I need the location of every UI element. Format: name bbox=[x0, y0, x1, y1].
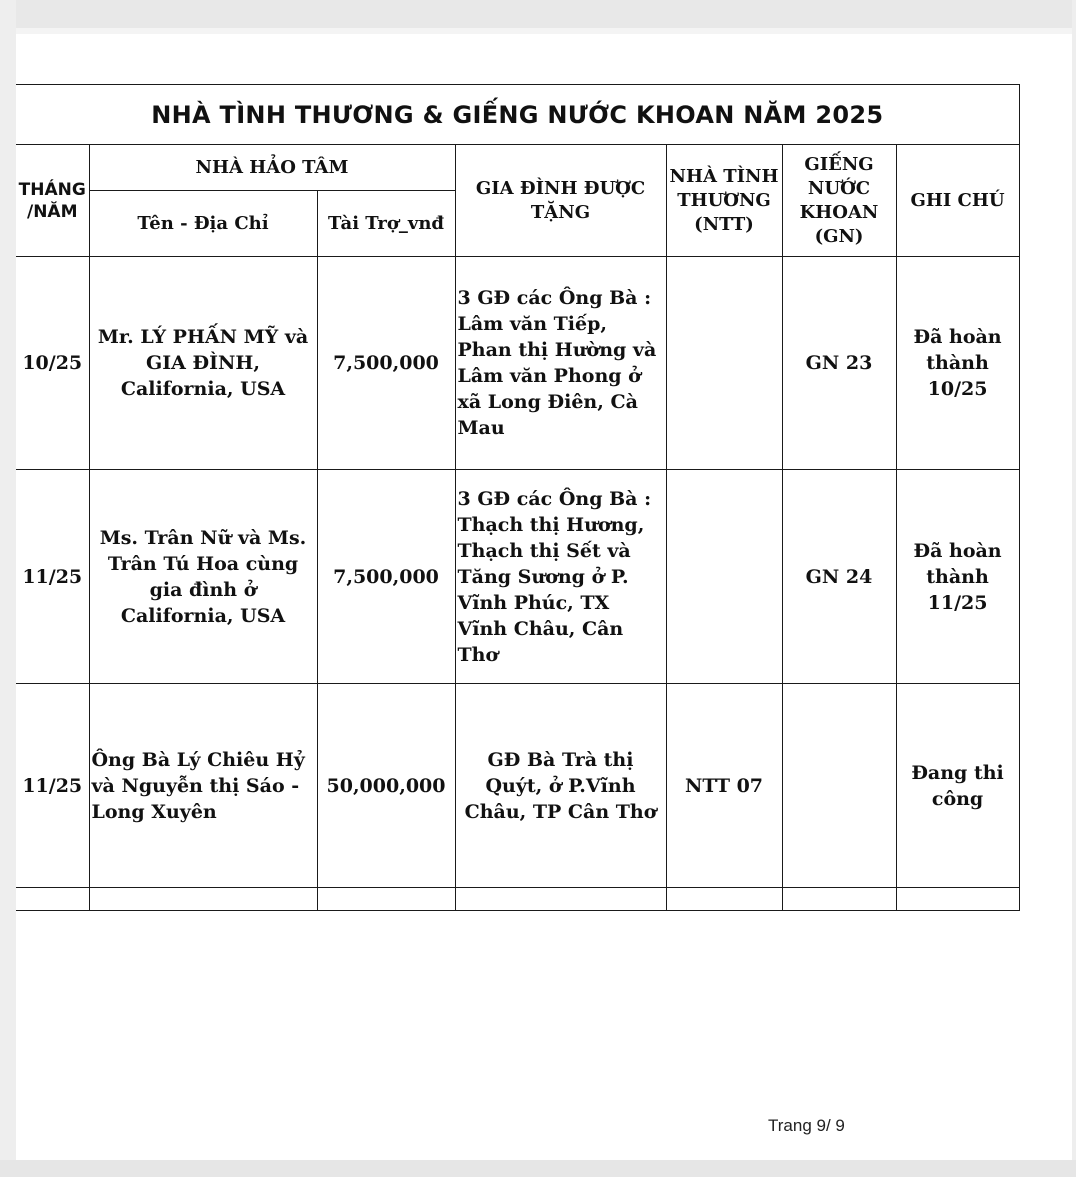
empty-cell bbox=[455, 888, 666, 911]
row-amount: 7,500,000 bbox=[317, 470, 455, 684]
empty-cell bbox=[666, 888, 782, 911]
row-note: Đã hoàn thành 11/25 bbox=[896, 470, 1019, 684]
row-well: GN 23 bbox=[782, 257, 896, 470]
header-notes: GHI CHÚ bbox=[896, 145, 1019, 257]
row-well bbox=[782, 684, 896, 888]
header-sponsorship: Tài Trợ_vnđ bbox=[317, 191, 455, 257]
header-well: GIẾNG NƯỚC KHOAN (GN) bbox=[782, 145, 896, 257]
row-charity-house bbox=[666, 470, 782, 684]
header-name-address: Tên - Địa Chỉ bbox=[89, 191, 317, 257]
row-benefactor-name: Mr. LÝ PHẤN MỸ và GIA ĐÌNH, California, USA bbox=[89, 257, 317, 470]
empty-cell bbox=[89, 888, 317, 911]
row-amount: 7,500,000 bbox=[317, 257, 455, 470]
row-month: 11/25 bbox=[16, 684, 89, 888]
table-title: NHÀ TÌNH THƯƠNG & GIẾNG NƯỚC KHOAN NĂM 2025 bbox=[16, 85, 1019, 145]
report-table bbox=[16, 84, 1020, 911]
row-charity-house: NTT 07 bbox=[666, 684, 782, 888]
right-gray-band bbox=[1072, 0, 1076, 1177]
document-page bbox=[16, 34, 1072, 1160]
bottom-gray-band bbox=[0, 1160, 1076, 1177]
page-number: Trang 9/ 9 bbox=[768, 1116, 845, 1135]
row-note: Đang thi công bbox=[896, 684, 1019, 888]
header-benefactor-group: NHÀ HẢO TÂM bbox=[89, 145, 455, 191]
row-well: GN 24 bbox=[782, 470, 896, 684]
row-recipient-family: 3 GĐ các Ông Bà : Thạch thị Hương, Thạch thị Sết và Tăng Sương ở P. Vĩnh Phúc, TX Vĩnh Châu, Cân Thơ bbox=[455, 470, 666, 684]
row-charity-house bbox=[666, 257, 782, 470]
row-benefactor-name: Ông Bà Lý Chiêu Hỷ và Nguyễn thị Sáo - Long Xuyên bbox=[89, 684, 317, 888]
empty-cell bbox=[782, 888, 896, 911]
row-month: 10/25 bbox=[16, 257, 89, 470]
row-benefactor-name: Ms. Trân Nữ và Ms. Trân Tú Hoa cùng gia đình ở California, USA bbox=[89, 470, 317, 684]
row-amount: 50,000,000 bbox=[317, 684, 455, 888]
empty-cell bbox=[16, 888, 89, 911]
header-recipient-family: GIA ĐÌNH ĐƯỢC TẶNG bbox=[455, 145, 666, 257]
table-row-empty bbox=[16, 888, 1019, 911]
top-gray-band bbox=[0, 0, 1076, 28]
empty-cell bbox=[317, 888, 455, 911]
header-charity-house: NHÀ TÌNH THƯƠNG (NTT) bbox=[666, 145, 782, 257]
row-note: Đã hoàn thành 10/25 bbox=[896, 257, 1019, 470]
left-gray-band bbox=[0, 0, 16, 1177]
empty-cell bbox=[896, 888, 1019, 911]
row-recipient-family: 3 GĐ các Ông Bà : Lâm văn Tiếp, Phan thị Hường và Lâm văn Phong ở xã Long Điên, Cà Mau bbox=[455, 257, 666, 470]
table-row bbox=[16, 684, 1019, 888]
table-row bbox=[16, 257, 1019, 470]
row-recipient-family: GĐ Bà Trà thị Quýt, ở P.Vĩnh Châu, TP Cân Thơ bbox=[455, 684, 666, 888]
row-month: 11/25 bbox=[16, 470, 89, 684]
table-row bbox=[16, 470, 1019, 684]
header-month-year: THÁNG /NĂM bbox=[16, 145, 89, 257]
